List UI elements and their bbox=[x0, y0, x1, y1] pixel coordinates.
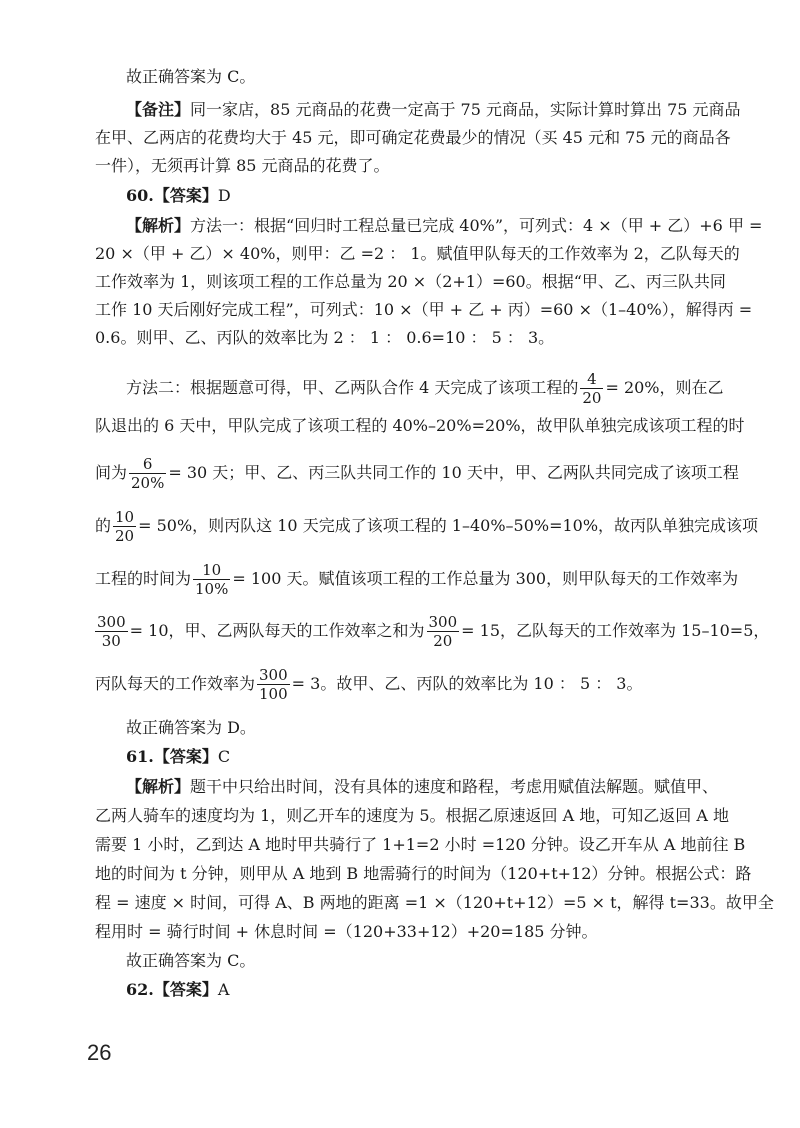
analysis-line bbox=[126, 215, 763, 237]
text-run: 工程的时间为 bbox=[95, 569, 192, 588]
analysis-line: 工作 10 天后刚好完成工程”，可列式：10 ×（甲 + 乙 + 丙）=60 ×（1–40%），解得丙 = bbox=[95, 300, 753, 319]
analysis-line: 程 = 速度 × 时间，可得 A、B 两地的距离 =1 ×（120+t+12）=5 × t，解得 t=33。故甲全 bbox=[95, 893, 774, 912]
numerator: 10 bbox=[193, 561, 230, 580]
fraction bbox=[95, 613, 128, 650]
numerator: 6 bbox=[129, 455, 166, 474]
method-two-line bbox=[126, 370, 756, 407]
denominator: 20 bbox=[433, 632, 453, 650]
note-label: 【备注】 bbox=[126, 100, 191, 119]
answer-label: 60.【答案】 bbox=[126, 186, 218, 205]
denominator: 20 bbox=[115, 527, 135, 545]
analysis-line: 工作效率为 1，则该项工程的工作总量为 20 ×（2+1）=60。根据“甲、乙、丙三队共同 bbox=[95, 272, 726, 291]
answer-conclusion: 故正确答案为 C。 bbox=[126, 951, 256, 970]
method-two-line bbox=[95, 666, 725, 703]
answer-value: C bbox=[217, 747, 231, 766]
text-run: = 30 天；甲、乙、丙三队共同工作的 10 天中，甲、乙两队共同完成了该项工程 bbox=[168, 463, 739, 482]
question-answer-heading bbox=[126, 185, 756, 207]
text-run: = 10，甲、乙两队每天的工作效率之和为 bbox=[129, 621, 425, 640]
analysis-text: 题干中只给出时间，没有具体的速度和路程，考虑用赋值法解题。赋值甲、 bbox=[190, 777, 719, 796]
analysis-text: 方法一：根据“回归时工程总量已完成 40%”，可列式：4 ×（甲 + 乙）+6 甲 = bbox=[190, 216, 763, 235]
question-answer-heading bbox=[126, 746, 756, 768]
note-line: 一件），无须再计算 85 元商品的花费了。 bbox=[95, 156, 390, 175]
text-run: 间为 bbox=[95, 463, 128, 482]
page-number: 26 bbox=[87, 1040, 112, 1065]
text-run: 的 bbox=[95, 516, 112, 535]
denominator: 100 bbox=[259, 685, 288, 703]
fraction bbox=[129, 455, 166, 492]
numerator: 10 bbox=[115, 508, 135, 526]
fraction bbox=[580, 370, 603, 407]
fraction bbox=[257, 666, 290, 703]
text-run: = 20%，则在乙 bbox=[605, 378, 724, 397]
analysis-label: 【解析】 bbox=[126, 216, 191, 235]
note-line bbox=[126, 99, 756, 121]
text-run: 丙队每天的工作效率为 bbox=[95, 674, 256, 693]
text-run: = 100 天。赋值该项工程的工作总量为 300，则甲队每天的工作效率为 bbox=[232, 569, 739, 588]
answer-label: 62.【答案】 bbox=[126, 980, 218, 999]
method-two-line bbox=[95, 561, 739, 598]
method-two-line bbox=[95, 508, 759, 545]
analysis-line: 需要 1 小时，乙到达 A 地时甲共骑行了 1+1=2 小时 =120 分钟。设乙开车从 A 地前往 B bbox=[95, 835, 746, 854]
method-two-line bbox=[95, 455, 739, 492]
denominator: 20% bbox=[131, 474, 165, 492]
numerator: 300 bbox=[97, 613, 126, 631]
analysis-line: 乙两人骑车的速度均为 1，则乙开车的速度为 5。根据乙原速返回 A 地，可知乙返回 A 地 bbox=[95, 806, 729, 825]
fraction bbox=[113, 508, 136, 545]
question-answer-heading bbox=[126, 979, 756, 1001]
note-text: 同一家店，85 元商品的花费一定高于 75 元商品，实际计算时算出 75 元商品 bbox=[190, 100, 741, 119]
analysis-label: 【解析】 bbox=[126, 777, 191, 796]
answer-conclusion: 故正确答案为 D。 bbox=[126, 718, 256, 737]
analysis-line bbox=[126, 776, 756, 798]
denominator: 20 bbox=[582, 389, 602, 407]
numerator: 300 bbox=[428, 613, 458, 631]
answer-value: D bbox=[217, 186, 231, 205]
analysis-line: 地的时间为 t 分钟，则甲从 A 地到 B 地需骑行的时间为（120+t+12）分钟。根据公式：路 bbox=[95, 864, 752, 883]
analysis-line: 程用时 = 骑行时间 + 休息时间 =（120+33+12）+20=185 分钟。 bbox=[95, 922, 598, 941]
text-run: 方法二：根据题意可得，甲、乙两队合作 4 天完成了该项工程的 bbox=[126, 378, 579, 397]
note-line: 在甲、乙两店的花费均大于 45 元，即可确定花费最少的情况（买 45 元和 75 元的商品各 bbox=[95, 128, 731, 147]
answer-conclusion: 故正确答案为 C。 bbox=[126, 67, 256, 86]
denominator: 30 bbox=[101, 632, 121, 650]
answer-value: A bbox=[217, 980, 230, 999]
numerator: 300 bbox=[259, 666, 288, 684]
denominator: 10% bbox=[195, 580, 229, 598]
fraction bbox=[193, 561, 230, 598]
text-run: = 3。故甲、乙、丙队的效率比为 10 ： 5 ： 3。 bbox=[291, 674, 643, 693]
fraction bbox=[427, 613, 460, 650]
method-two-line: 队退出的 6 天中，甲队完成了该项工程的 40%–20%=20%，故甲队单独完成该项工程的时 bbox=[95, 416, 745, 435]
text-run: = 15，乙队每天的工作效率为 15–10=5， bbox=[461, 621, 770, 640]
numerator: 4 bbox=[580, 370, 603, 389]
text-run: = 50%，则丙队这 10 天完成了该项工程的 1–40%–50%=10%，故丙队单独完成该项 bbox=[138, 516, 759, 535]
analysis-line: 20 ×（甲 + 乙）× 40%，则甲：乙 =2 ： 1。赋值甲队每天的工作效率为 2，乙队每天的 bbox=[95, 244, 740, 263]
method-two-line bbox=[95, 613, 770, 650]
answer-label: 61.【答案】 bbox=[126, 747, 218, 766]
analysis-line: 0.6。则甲、乙、丙队的效率比为 2 ： 1 ： 0.6=10 ： 5 ： 3。 bbox=[95, 328, 555, 347]
